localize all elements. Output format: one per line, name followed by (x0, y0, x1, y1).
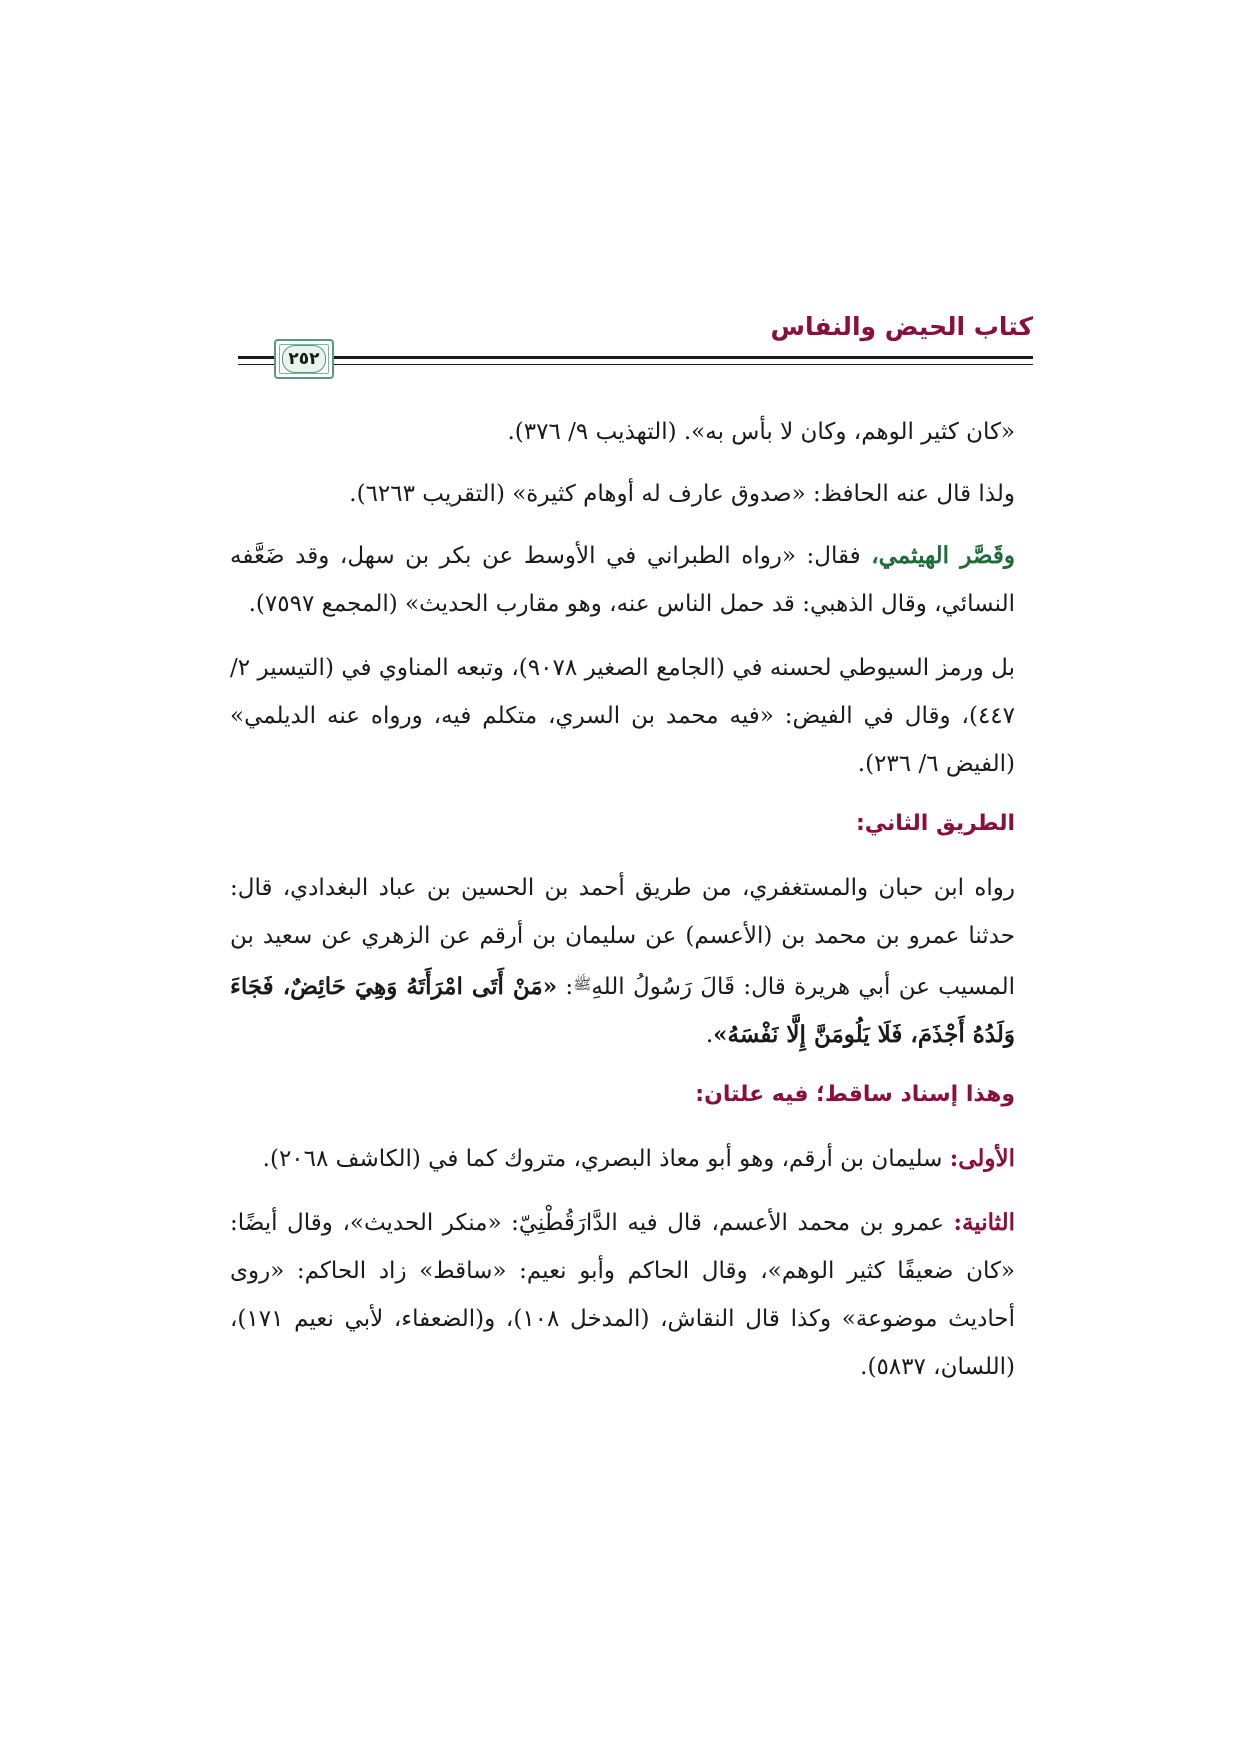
page-number-badge (274, 339, 334, 379)
paragraph-7-text: عمرو بن محمد الأعسم، قال فيه الدَّارَقُطْنِيّ: «منكر الحديث»، وقال أيضًا: «كان ضعيفًا كثير الوهم»، وقال الحاكم وأبو نعيم: «ساقط» زاد الحاكم: «روى أحاديث موضوعة» وكذا قال النقاش، (المدخل ١٠٨)، و(الضعفاء، لأبي نعيم ١٧١)، (اللسان، ٥٨٣٧). (230, 1210, 1015, 1380)
salutation-glyph: ﷺ (573, 975, 592, 993)
paragraph-7 (230, 1199, 1015, 1391)
section-heading-two-defects: وهذا إسناد ساقط؛ فيه علتان: (695, 1082, 1015, 1107)
paragraph-5-colon: : (557, 974, 574, 1000)
paragraph-6 (230, 1135, 1015, 1183)
paragraph-1: «كان كثير الوهم، وكان لا بأس به». (التهذيب ٩/ ٣٧٦). (507, 419, 1015, 445)
paragraph-6-text: سليمان بن أرقم، وهو أبو معاذ البصري، متروك كما في (الكاشف ٢٠٦٨). (262, 1146, 950, 1172)
paragraph-6-lead: الأولى: (949, 1145, 1015, 1172)
paragraph-7-lead: الثانية: (953, 1209, 1015, 1236)
page-header (238, 312, 1033, 382)
paragraph-5-text: رواه ابن حبان والمستغفري، من طريق أحمد بن الحسين بن عباد البغدادي، قال: حدثنا عمرو بن محمد بن (الأعسم) عن سليمان بن أرقم عن الزهري عن سعيد بن المسيب عن أبي هريرة قال: قَالَ رَسُولُ اللهِ (230, 875, 1015, 1000)
hadith-text: «مَنْ أَتَى امْرَأَتَهُ وَهِيَ حَائِضٌ، فَجَاءَ وَلَدُهُ أَجْذَمَ، فَلَا يَلُومَنَّ إِلَّا نَفْسَهُ» (230, 973, 1015, 1048)
paragraph-3-lead: وقَصَّر الهيثمي، (871, 542, 1016, 569)
header-rule-thin (238, 364, 1033, 365)
paragraph-3 (230, 532, 1015, 628)
paragraph-3-text: فقال: «رواه الطبراني في الأوسط عن بكر بن سهل، وقد ضَعَّفه النسائي، وقال الذهبي: قد حمل الناس عنه، وهو مقارب الحديث» (المجمع ٧٥٩٧). (230, 543, 1015, 617)
paragraph-5 (230, 864, 1015, 1059)
paragraph-5-end: . (705, 1022, 714, 1048)
header-rule-thick (238, 356, 1033, 359)
paragraph-4: بل ورمز السيوطي لحسنه في (الجامع الصغير ٩٠٧٨)، وتبعه المناوي في (التيسير ٢/ ٤٤٧)، وقال في الفيض: «فيه محمد بن السري، متكلم فيه، ورواه عنه الديلمي» (الفيض ٦/ ٢٣٦). (230, 655, 1015, 777)
section-heading-second-route: الطريق الثاني: (855, 811, 1015, 836)
paragraph-2: ولذا قال عنه الحافظ: «صدوق عارف له أوهام كثيرة» (التقريب ٦٢٦٣). (349, 481, 1015, 507)
page-body (230, 408, 1015, 1391)
book-title: كتاب الحيض والنفاس (770, 312, 1033, 341)
page-number: ٢٥٢ (282, 345, 326, 373)
